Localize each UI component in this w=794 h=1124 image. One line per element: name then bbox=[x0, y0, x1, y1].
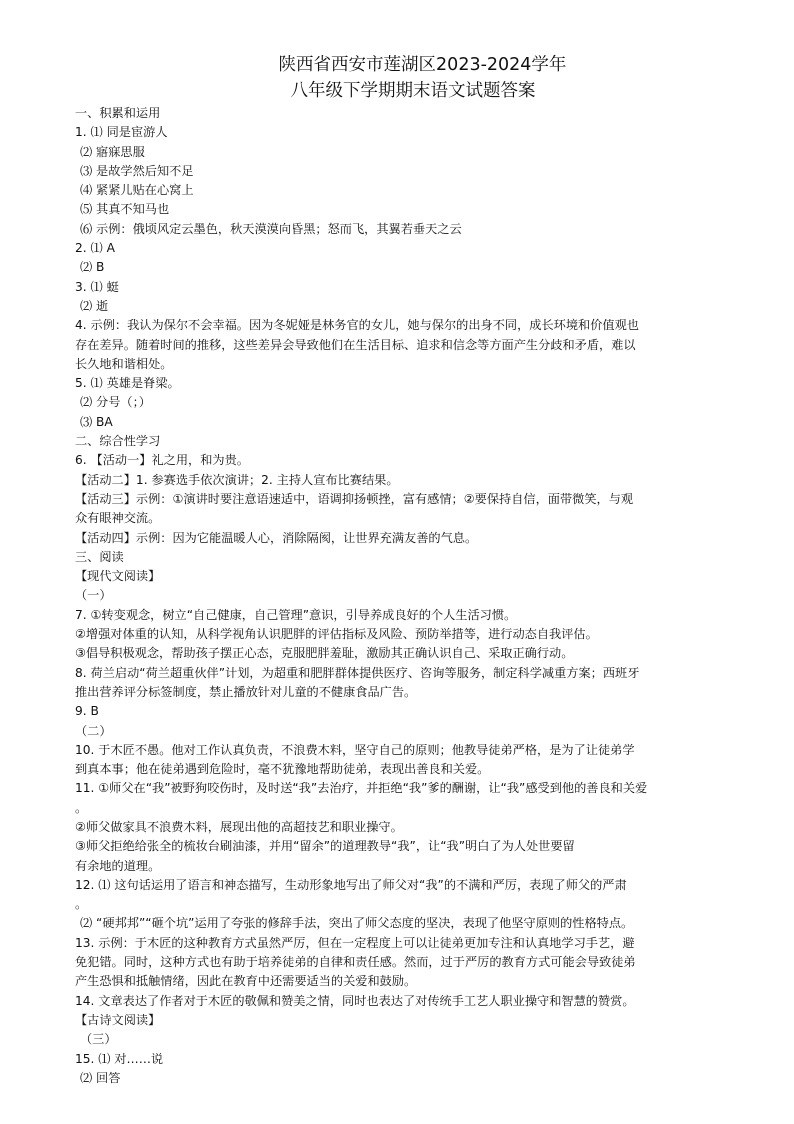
answer-line: 8. 荷兰启动“荷兰超重伙伴”计划，为超重和肥胖群体提供医疗、咨询等服务，制定科学减重方案；西班牙 bbox=[75, 665, 640, 680]
answer-line: ⑵ “硬邦邦”“砸个坑”运用了夸张的修辞手法，突出了师父态度的坚决，表现了他坚守原则的性格特点。 bbox=[80, 916, 634, 931]
subsection-heading: （三） bbox=[80, 1032, 117, 1047]
answer-line: ⑶ 是故学然后知不足 bbox=[80, 163, 194, 178]
answer-line: ②师父做家具不浪费木料，展现出他的高超技艺和职业操守。 bbox=[75, 819, 403, 834]
answer-line: 7. ①转变观念，树立“自己健康，自己管理”意识，引导养成良好的个人生活习惯。 bbox=[75, 607, 517, 622]
section-heading: 二、综合性学习 bbox=[75, 434, 161, 449]
answer-line: 10. 于木匠不愚。他对工作认真负责，不浪费木料，坚守自己的原则；他教导徒弟严格，是为了让徒弟学 bbox=[75, 742, 635, 757]
answer-line: 有余地的道理。 bbox=[75, 858, 161, 873]
answer-line: ③倡导积极观念，帮助孩子摆正心态，克服肥胖羞耻，激励其正确认识自己、采取正确行动。 bbox=[75, 646, 574, 661]
answer-line: 存在差异。随着时间的推移，这些差异会导致他们在生活目标、追求和信念等方面产生分歧和矛盾，难以 bbox=[75, 337, 636, 352]
answer-line: 13. 示例：于木匠的这种教育方式虽然严厉，但在一定程度上可以让徒弟更加专注和认真地学习手艺，避 bbox=[75, 935, 635, 950]
answer-line: 3. ⑴ 蜓 bbox=[75, 279, 119, 294]
section-heading: 三、阅读 bbox=[75, 549, 124, 564]
answer-line: ⑵ 分号（；） bbox=[80, 395, 151, 410]
document-page bbox=[75, 52, 723, 1088]
document-title-line-1: 陕西省西安市莲湖区2023-2024学年 bbox=[278, 55, 567, 75]
answer-line: 5. ⑴ 英雄是脊梁。 bbox=[75, 376, 180, 391]
answer-line: 15. ⑴ 对……说 bbox=[75, 1051, 164, 1066]
answer-line: 产生恐惧和抵触情绪，因此在教育中还需要适当的关爱和鼓励。 bbox=[75, 974, 417, 989]
answer-line: ⑶ BA bbox=[80, 414, 113, 429]
answer-line: ②增强对体重的认知，从科学视角认识肥胖的评估指标及风险、预防举措等，进行动态自我评估。 bbox=[75, 627, 598, 642]
answer-line: ⑸ 其真不知马也 bbox=[80, 202, 170, 217]
answer-line: 1. ⑴ 同是宦游人 bbox=[75, 125, 168, 140]
answer-line: 4. 示例：我认为保尔不会幸福。因为冬妮娅是林务官的女儿，她与保尔的出身不同，成长环境和价值观也 bbox=[75, 318, 639, 333]
answer-line: ③师父拒绝给张全的梳妆台刷油漆，并用“留余”的道理教导“我”，让“我”明白了为人处世要留 bbox=[75, 839, 575, 854]
answer-line: ⑹ 示例：俄顷风定云墨色，秋天漠漠向昏黑；怒而飞，其翼若垂天之云 bbox=[80, 221, 462, 236]
answer-body bbox=[75, 104, 723, 1088]
answer-line: 长久地和谐相处。 bbox=[75, 356, 173, 371]
answer-line: 【活动二】1. 参赛选手依次演讲；2. 主持人宣布比赛结果。 bbox=[75, 472, 399, 487]
answer-line: ⑵ 回答 bbox=[80, 1070, 121, 1085]
answer-line: 14. 文章表达了作者对于木匠的敬佩和赞美之情，同时也表达了对传统手工艺人职业操守和智慧的赞赏。 bbox=[75, 993, 635, 1008]
answer-line: 【活动四】示例：因为它能温暖人心，消除隔阂，让世界充满友善的气息。 bbox=[75, 530, 478, 545]
subsection-heading: （一） bbox=[75, 588, 112, 603]
answer-line: ⑷ 紧紧儿贴在心窝上 bbox=[80, 183, 194, 198]
answer-line: 到真本事；他在徒弟遇到危险时，毫不犹豫地帮助徒弟，表现出善良和关爱。 bbox=[75, 762, 490, 777]
answer-line: 6. 【活动一】礼之用，和为贵。 bbox=[75, 453, 249, 468]
answer-line: 11. ①师父在“我”被野狗咬伤时，及时送“我”去治疗，并拒绝“我”爹的酬谢，让“我”感受到他的善良和关爱 bbox=[75, 781, 648, 796]
answer-line: 12. ⑴ 这句话运用了语言和神态描写，生动形象地写出了师父对“我”的不满和严厉，表现了师父的严肃 bbox=[75, 877, 627, 892]
subsection-heading: （二） bbox=[75, 723, 112, 738]
document-title-line-2: 八年级下学期期末语文试题答案 bbox=[290, 81, 536, 101]
answer-line: 免犯错。同时，这种方式也有助于培养徒弟的自律和责任感。然而，过于严厉的教育方式可能会导致徒弟 bbox=[75, 955, 636, 970]
answer-line: 。 bbox=[75, 897, 88, 912]
answer-line: 推出营养评分标签制度，禁止播放针对儿童的不健康食品广告。 bbox=[75, 684, 417, 699]
answer-line: ⑵ 逝 bbox=[80, 298, 109, 313]
answer-line: 9. B bbox=[75, 704, 99, 719]
answer-line: 【活动三】示例：①演讲时要注意语速适中，语调抑扬顿挫，富有感情；②要保持自信，面带微笑，与观 bbox=[75, 491, 634, 506]
answer-line: ⑵ B bbox=[80, 260, 105, 275]
section-heading: 一、积累和运用 bbox=[75, 106, 161, 120]
answer-line: 2. ⑴ A bbox=[75, 241, 115, 256]
answer-line: 众有眼神交流。 bbox=[75, 511, 161, 526]
answer-line: ⑵ 寤寐思服 bbox=[80, 144, 145, 159]
subsection-heading: 【古诗文阅读】 bbox=[75, 1012, 161, 1027]
subsection-heading: 【现代文阅读】 bbox=[75, 569, 161, 584]
answer-line: 。 bbox=[75, 800, 88, 815]
